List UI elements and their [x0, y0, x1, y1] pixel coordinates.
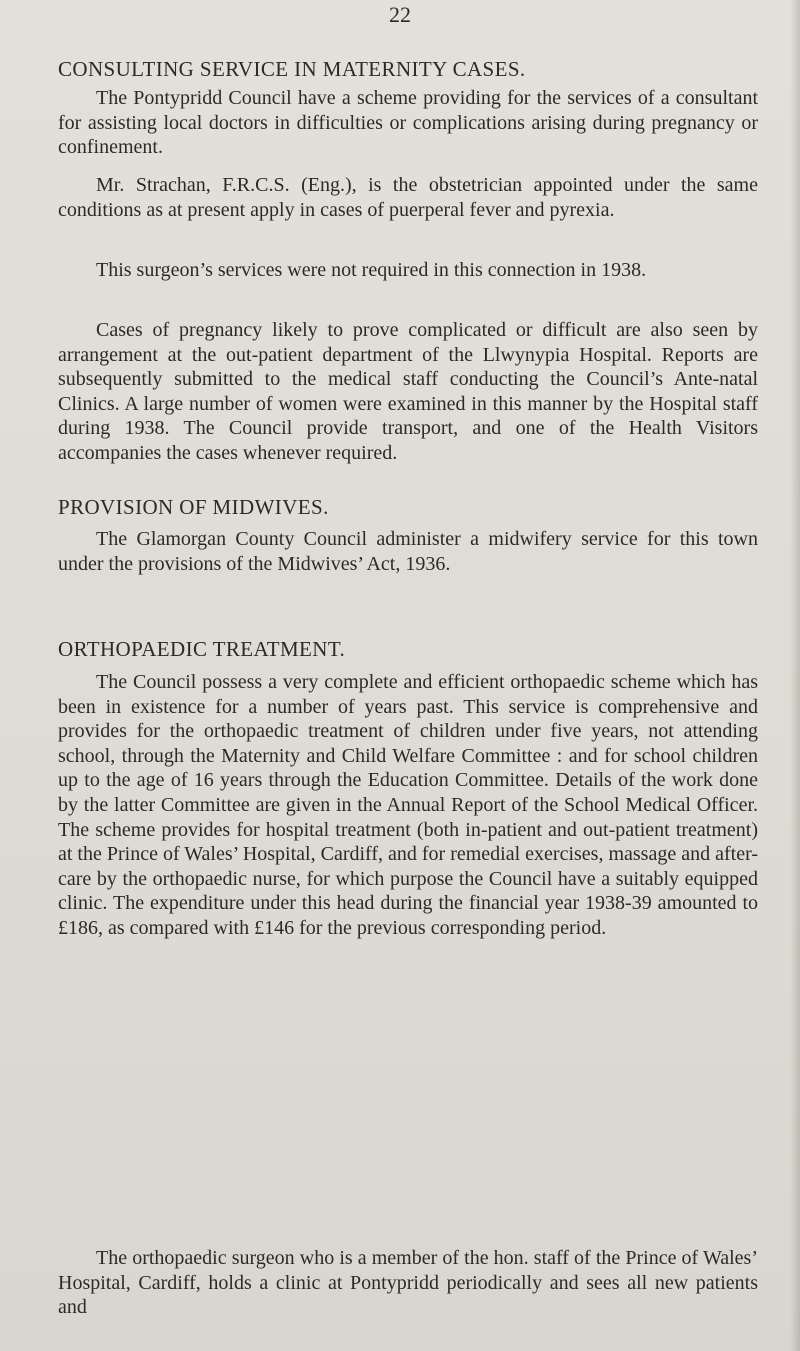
page-number: 22: [389, 2, 411, 27]
paragraph-surgeon-services: This surgeon’s services were not required in this connection in 1938.: [96, 259, 647, 281]
paragraph-orthopaedic-scheme: The Council possess a very complete and efficient orthopaedic scheme which has been in existence for a number of years past. This service is comprehensive and provides for the orthopaedic treatment of children under five years, not attending school, through the Maternity and Child Welfare Committee : and for school children up to the age of 16 years through the Education Committee. Details of the work done by the latter Committee are given in the Annual Report of the School Medical Officer. The scheme provides for hospital treatment (both in-patient and out-patient treatment) at the Prince of Wales’ Hospital, Cardiff, and for remedial exercises, massage and after-care by the orthopaedic nurse, for which purpose the Council have a suitably equipped clinic. The expenditure under this head during the financial year 1938-39 amounted to £186, as compared with £146 for the previous corresponding period.: [58, 671, 758, 939]
paragraph-midwifery-service: The Glamorgan County Council administer a midwifery service for this town under the provisions of the Midwives’ Act, 1936.: [58, 528, 758, 575]
paragraph-obstetrician: Mr. Strachan, F.R.C.S. (Eng.), is the obstetrician appointed under the same conditions as at present apply in cases of puerperal fever and pyrexia.: [58, 174, 758, 221]
paragraph-orthopaedic-surgeon: The orthopaedic surgeon who is a member of the hon. staff of the Prince of Wales’ Hospital, Cardiff, holds a clinic at Pontypridd periodically and sees all new patients and: [58, 1247, 758, 1319]
heading-consulting-service: CONSULTING SERVICE IN MATERNITY CASES.: [58, 57, 526, 81]
paragraph-complicated-cases: Cases of pregnancy likely to prove complicated or difficult are also seen by arrangement at the out-patient department of the Llwynypia Hospital. Reports are subsequently submitted to the medical staff conducting the Council’s Ante-natal Clinics. A large number of women were examined in this manner by the Hospital staff during 1938. The Council provide transport, and one of the Health Visitors accompanies the cases whenever required.: [58, 319, 758, 464]
heading-orthopaedic-treatment: ORTHOPAEDIC TREATMENT.: [58, 637, 346, 661]
page-edge-shadow: [790, 0, 800, 1351]
heading-provision-of-midwives: PROVISION OF MIDWIVES.: [58, 495, 329, 519]
paragraph-consultant-scheme: The Pontypridd Council have a scheme providing for the services of a consultant for assisting local doctors in difficulties or complications arising during pregnancy or confinement.: [58, 87, 758, 159]
